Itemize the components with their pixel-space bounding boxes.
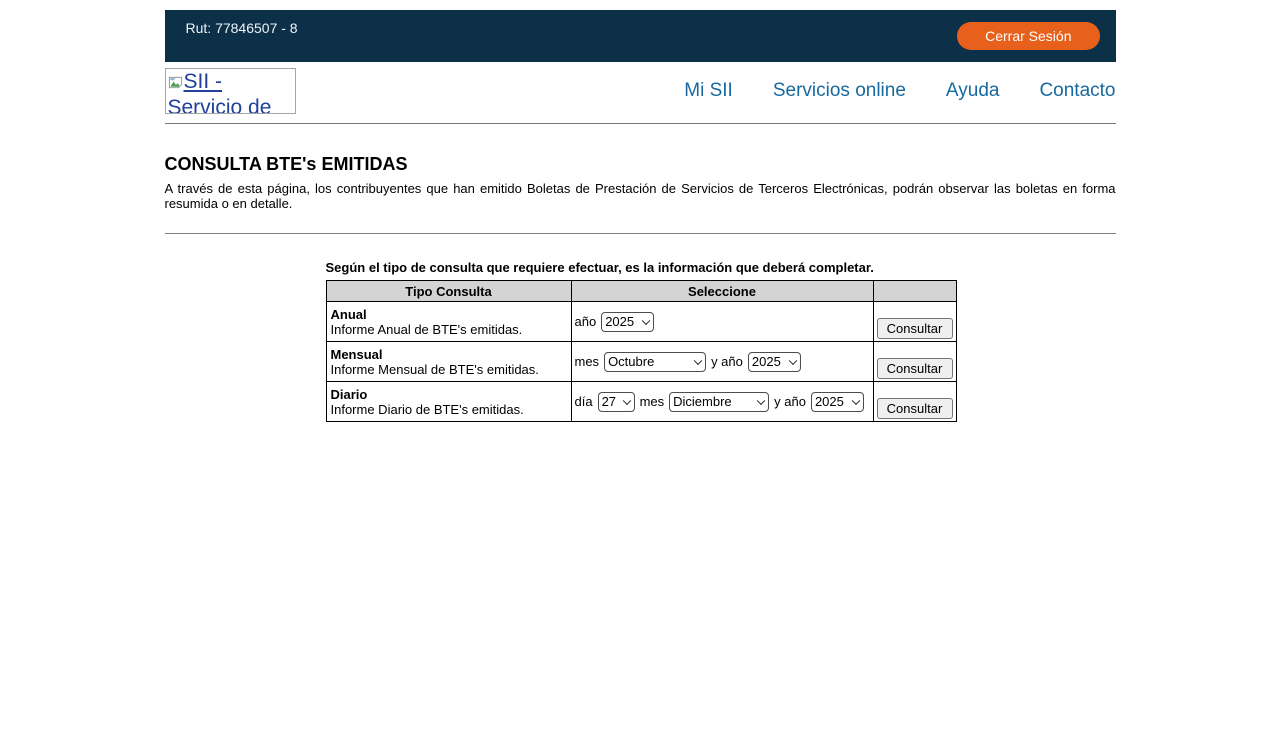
consultar-diario-button[interactable]: Consultar xyxy=(877,398,953,419)
month-label: mes xyxy=(639,394,665,409)
nav-mi-sii[interactable]: Mi SII xyxy=(684,80,733,101)
month-label: mes xyxy=(574,354,600,369)
consult-table xyxy=(326,280,957,422)
main-nav xyxy=(684,80,1115,102)
table-row-anual xyxy=(326,302,956,342)
table-row-diario xyxy=(326,382,956,422)
row-type-label: Diario xyxy=(330,386,368,402)
row-description: Informe Anual de BTE's emitidas. xyxy=(330,321,523,337)
row-type-label: Mensual xyxy=(330,346,383,362)
mensual-month-select[interactable] xyxy=(604,352,706,372)
day-label: día xyxy=(574,394,593,409)
row-description: Informe Mensual de BTE's emitidas. xyxy=(330,361,539,377)
page-container xyxy=(165,10,1116,422)
section-divider xyxy=(165,233,1116,234)
broken-image-icon xyxy=(168,72,183,96)
diario-day-select[interactable] xyxy=(598,392,635,412)
logout-button[interactable]: Cerrar Sesión xyxy=(957,22,1099,50)
rut-label: Rut: 77846507 - 8 xyxy=(185,20,298,36)
col-header-seleccione: Seleccione xyxy=(571,281,873,302)
year-label: y año xyxy=(711,354,743,369)
sii-logo-alt-text: SII - Servicio de xyxy=(167,70,272,114)
col-header-tipo-consulta: Tipo Consulta xyxy=(326,281,571,302)
mensual-year-select[interactable] xyxy=(748,352,801,372)
diario-month-select[interactable] xyxy=(669,392,769,412)
sii-logo-link[interactable] xyxy=(165,68,296,114)
consultar-anual-button[interactable]: Consultar xyxy=(877,318,953,339)
anual-year-select[interactable] xyxy=(601,312,654,332)
row-type-label: Anual xyxy=(330,306,367,322)
row-description: Informe Diario de BTE's emitidas. xyxy=(330,401,524,417)
nav-servicios-online[interactable]: Servicios online xyxy=(772,80,906,101)
consultar-mensual-button[interactable]: Consultar xyxy=(877,358,953,379)
col-header-action xyxy=(873,281,956,302)
year-label: año xyxy=(574,314,597,329)
instruction-text: Según el tipo de consulta que requiere efectuar, es la información que deberá completar. xyxy=(325,260,874,275)
diario-year-select[interactable] xyxy=(811,392,864,412)
year-select-wrap xyxy=(811,392,864,412)
header xyxy=(165,62,1116,124)
month-select-wrap xyxy=(604,352,706,372)
day-select-wrap xyxy=(598,392,635,412)
row-controls xyxy=(575,352,870,372)
page-description: A través de esta página, los contribuyentes que han emitido Boletas de Prestación de Servicios de Terceros Electrónicas, podrán observar las boletas en forma resumida o en detalle. xyxy=(164,181,1116,211)
year-label: y año xyxy=(774,394,806,409)
year-select-wrap xyxy=(601,312,654,332)
table-header-row xyxy=(326,281,956,302)
year-select-wrap xyxy=(748,352,801,372)
page-title: CONSULTA BTE's EMITIDAS xyxy=(164,154,408,174)
consult-block xyxy=(326,260,956,422)
topbar xyxy=(165,10,1116,62)
row-controls xyxy=(575,312,870,332)
row-controls xyxy=(575,392,870,412)
nav-contacto[interactable]: Contacto xyxy=(1039,80,1116,101)
nav-ayuda[interactable]: Ayuda xyxy=(945,80,1000,101)
table-row-mensual xyxy=(326,342,956,382)
month-select-wrap xyxy=(669,392,769,412)
main-content xyxy=(165,154,1116,422)
